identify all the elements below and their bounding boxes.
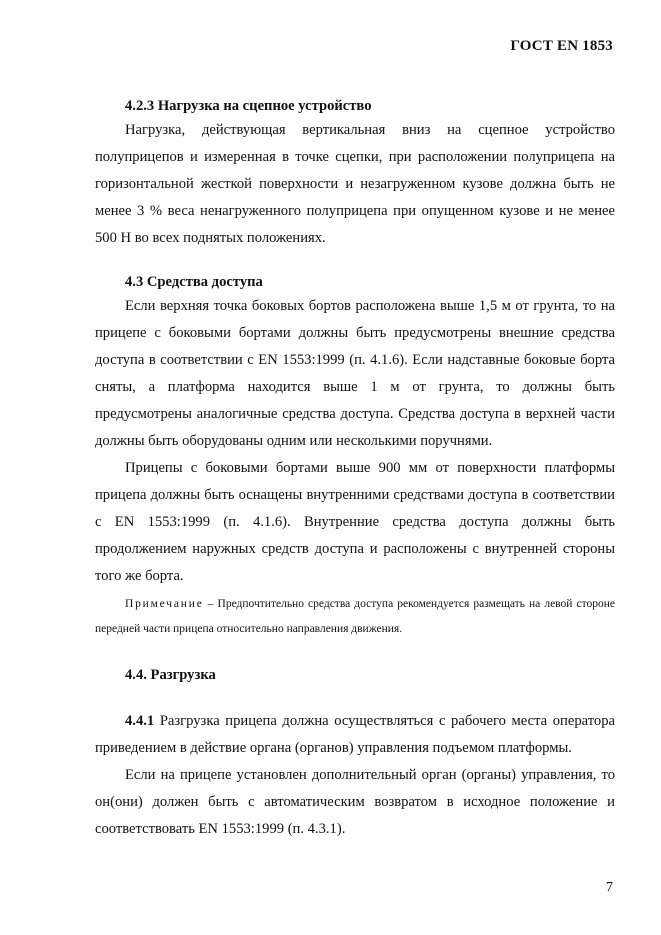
page-number: 7 [606,880,613,895]
page-content [95,95,615,843]
document-standard-code: ГОСТ EN 1853 [510,38,613,54]
section-4-3-paragraph-2: Прицепы с боковыми бортами выше 900 мм от поверхности платформы прицепа должны быть оснащены внутренними средствами доступа в соответствии с EN 1553:1999 (п. 4.1.6). Внутренние средства доступа должны быть продолжением наружных средств доступа и расположены с внутренней стороны того же борта. [95,460,615,584]
section-4-4-1-paragraph [95,708,615,762]
note-text: – Предпочтительно средства доступа рекомендуется размещать на левой стороне передней части прицепа относительно направления движения. [95,598,615,635]
section-4-2-3-heading: 4.2.3 Нагрузка на сцепное устройство [125,98,372,114]
section-4-4-heading: 4.4. Разгрузка [125,667,216,683]
section-4-3-note [95,592,615,642]
section-4-4-1-number: 4.4.1 [125,713,155,729]
section-4-3-heading: 4.3 Средства доступа [125,274,263,290]
section-4-2-3-paragraph: Нагрузка, действующая вертикальная вниз на сцепное устройство полуприцепов и измеренная в точке сцепки, при расположении полуприцепа на горизонтальной жесткой поверхности и незагруженном кузове должна быть не менее 3 % веса ненагруженного полуприцепа при опущенном кузове и не менее 500 Н во всех поднятых положениях. [95,122,615,246]
section-4-3-paragraph-1: Если верхняя точка боковых бортов расположена выше 1,5 м от грунта, то на прицепе с боковыми бортами должны быть предусмотрены внешние средства доступа в соответствии с EN 1553:1999 (п. 4.1.6). Если надставные боковые борта сняты, а платформа находится выше 1 м от грунта, то должны быть предусмотрены аналогичные средства доступа. Средства доступа в верхней части должны быть оборудованы одним или несколькими поручнями. [95,298,615,449]
section-4-4-paragraph-2: Если на прицепе установлен дополнительный орган (органы) управления, то он(они) должен быть с автоматическим возвратом в исходное положение и соответствовать EN 1553:1999 (п. 4.3.1). [95,767,615,837]
note-label: Примечание [125,598,204,610]
section-4-4-1-text: Разгрузка прицепа должна осуществляться с рабочего места оператора приведением в действие органа (органов) управления подъемом платформы. [95,713,615,756]
